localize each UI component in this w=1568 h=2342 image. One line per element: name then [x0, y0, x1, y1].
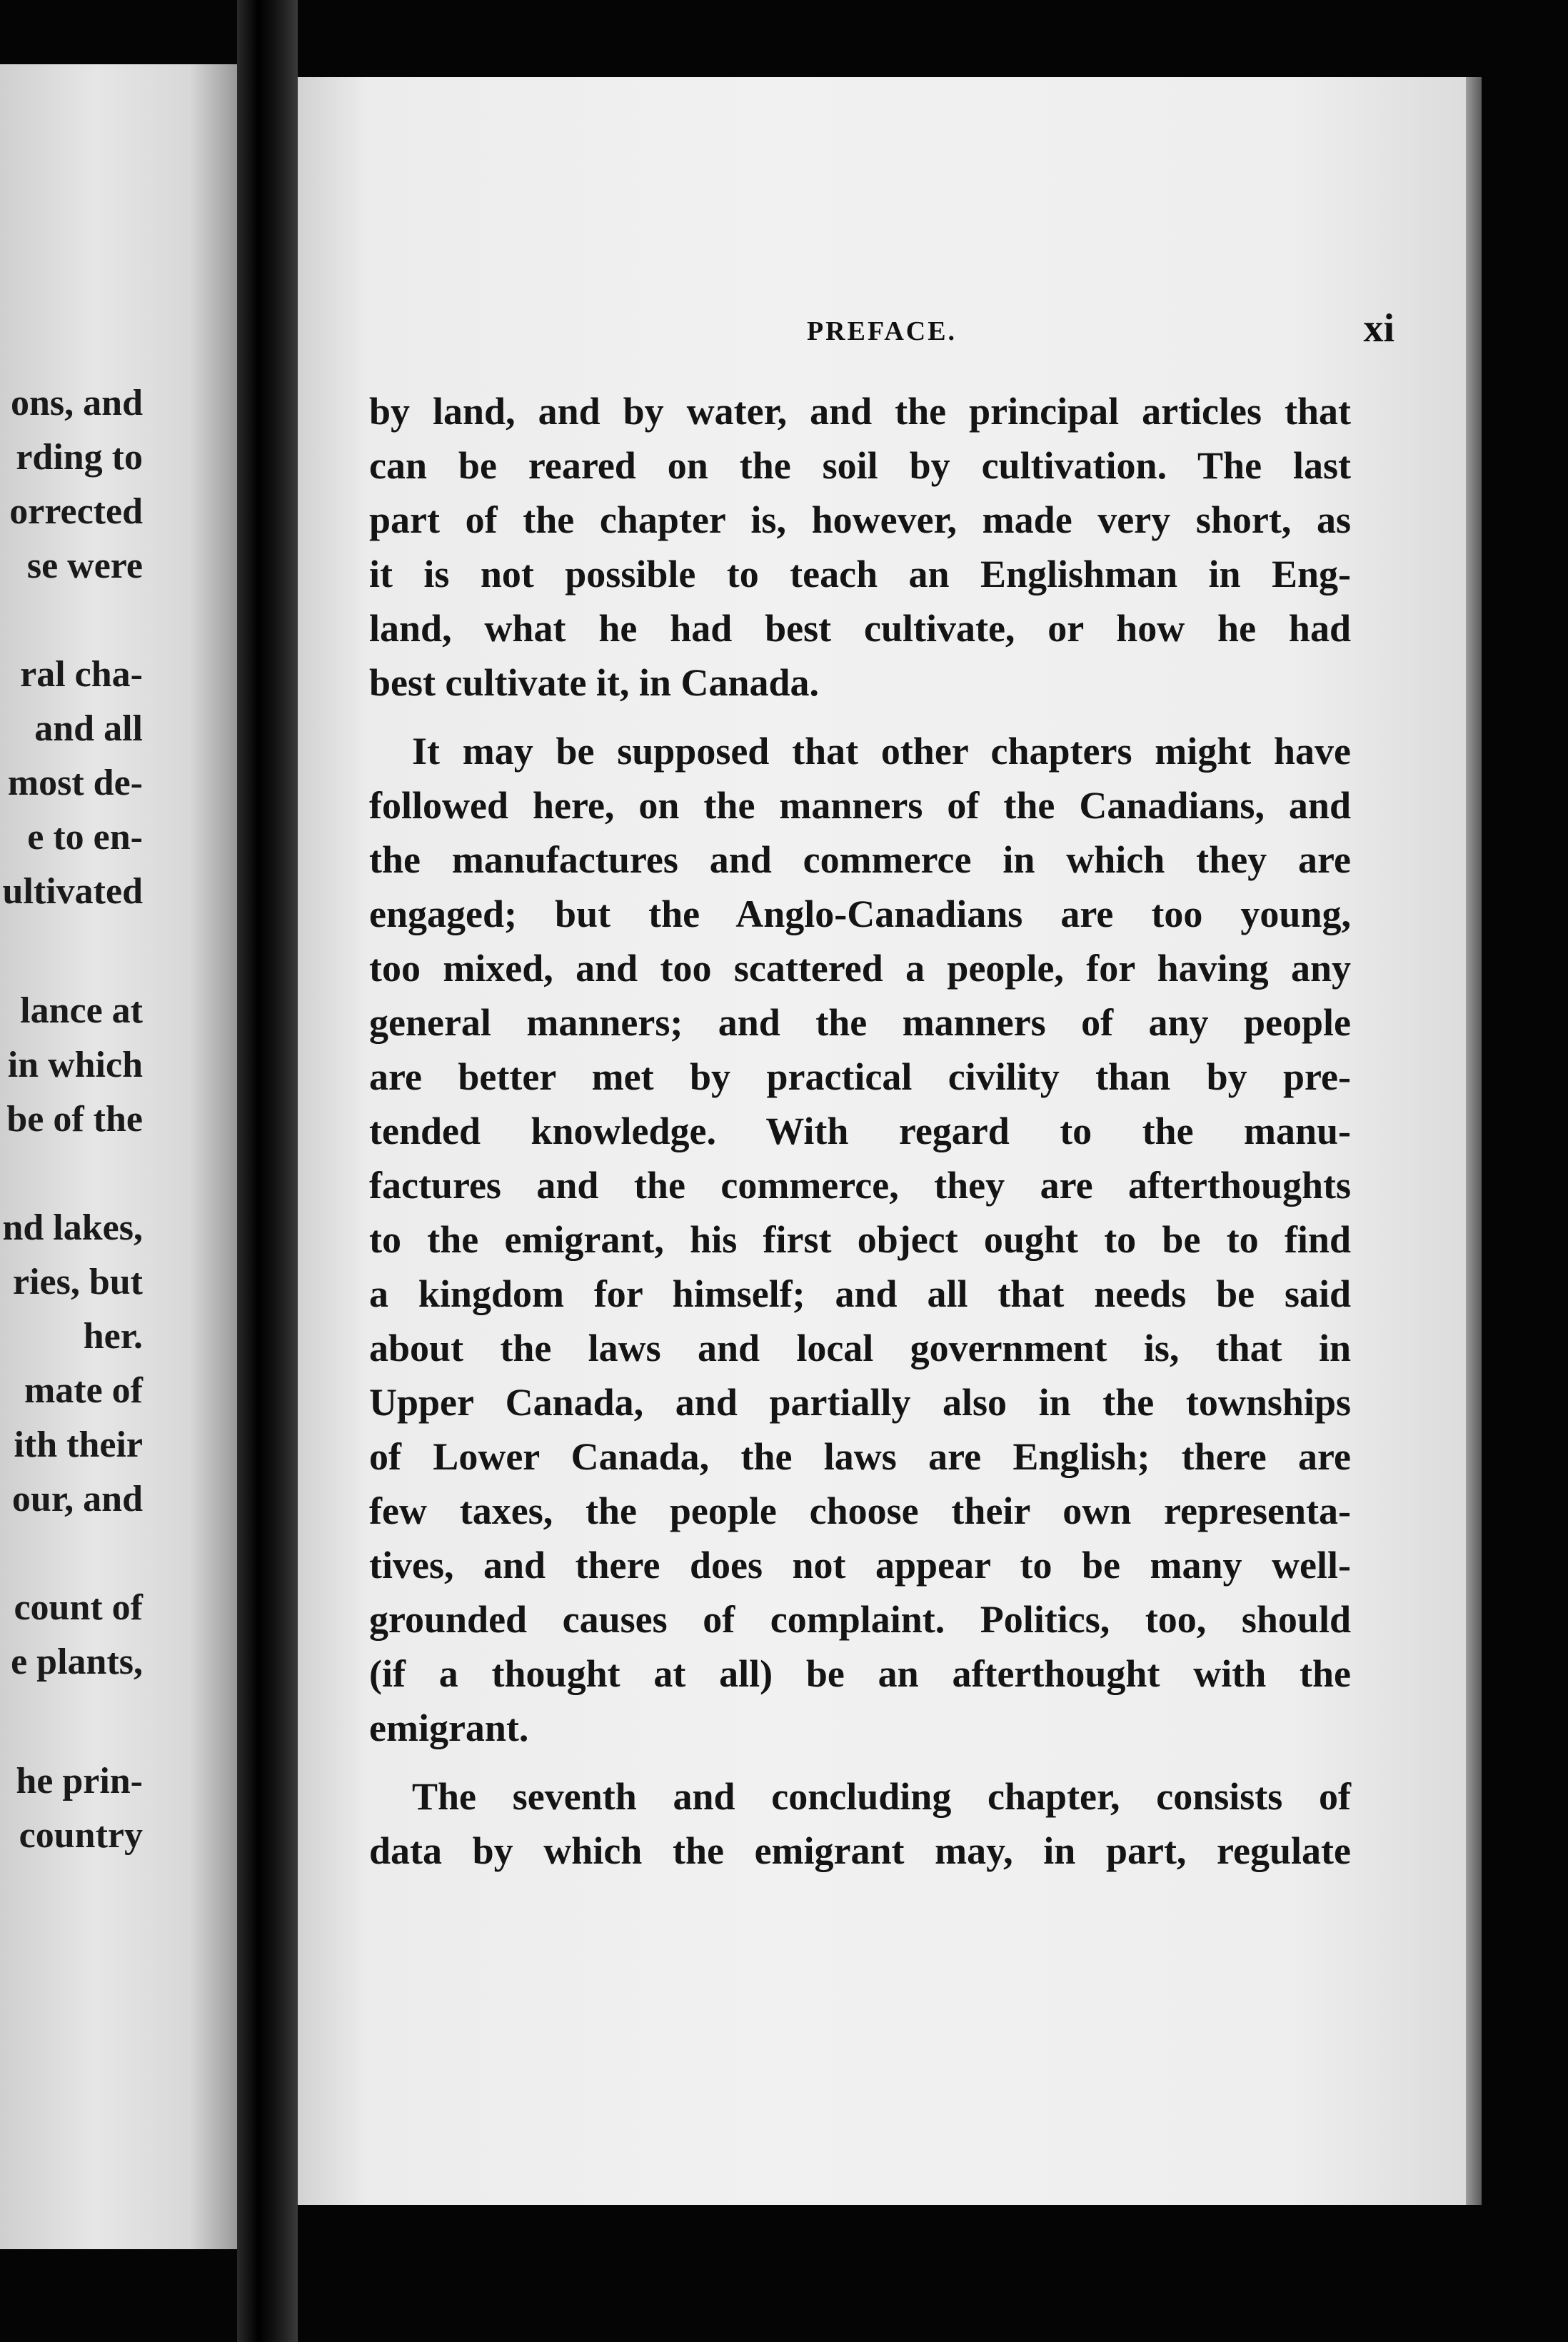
text-line: factures and the commerce, they are afterthoughts: [369, 1164, 1351, 1207]
left-page-line: he prin-: [16, 1761, 143, 1801]
left-page-line: rding to: [16, 437, 143, 478]
left-page-line: ons, and: [11, 383, 143, 423]
text-line: few taxes, the people choose their own representa-: [369, 1489, 1351, 1532]
text-line: too mixed, and too scattered a people, for having any: [369, 947, 1351, 990]
text-line: by land, and by water, and the principal articles that: [369, 390, 1351, 433]
text-line: The seventh and concluding chapter, consists of: [412, 1775, 1351, 1818]
left-page-line: most de-: [7, 763, 143, 803]
text-line: general manners; and the manners of any people: [369, 1001, 1351, 1044]
left-page-line: ries, but: [13, 1262, 143, 1302]
left-page-line: lance at: [20, 990, 143, 1031]
text-line: It may be supposed that other chapters might have: [412, 730, 1351, 773]
text-line: are better met by practical civility than by pre-: [369, 1055, 1351, 1098]
right-page: [298, 77, 1466, 2205]
paragraph: [369, 1769, 1351, 1878]
text-line: Upper Canada, and partially also in the townships: [369, 1381, 1351, 1424]
left-page-line: be of the: [6, 1099, 143, 1140]
left-page-line: ith their: [14, 1424, 143, 1465]
text-line: emigrant.: [369, 1707, 529, 1749]
text-line: to the emigrant, his first object ought to be to find: [369, 1218, 1351, 1261]
text-line: land, what he had best cultivate, or how he had: [369, 607, 1351, 650]
left-page-line: mate of: [24, 1370, 143, 1411]
text-line: it is not possible to teach an Englishman in Eng-: [369, 553, 1351, 595]
book-gutter: [237, 0, 298, 2342]
text-line: best cultivate it, in Canada.: [369, 661, 820, 704]
left-page-line: and all: [34, 708, 143, 749]
text-line: of Lower Canada, the laws are English; there are: [369, 1435, 1351, 1478]
text-line: followed here, on the manners of the Canadians, and: [369, 784, 1351, 827]
text-line: tended knowledge. With regard to the manu-: [369, 1110, 1351, 1152]
left-page-line: our, and: [11, 1479, 143, 1519]
text-line: part of the chapter is, however, made very short, as: [369, 498, 1351, 541]
left-page-line: ral cha-: [20, 654, 143, 695]
paragraph: [369, 384, 1351, 710]
left-page-line: orrected: [9, 491, 143, 532]
page-edge-shadow: [1466, 77, 1482, 2205]
left-page-line: count of: [14, 1587, 143, 1628]
left-page-line: country: [19, 1815, 143, 1856]
left-page-line: in which: [7, 1045, 143, 1085]
left-page-line: nd lakes,: [2, 1207, 143, 1248]
left-page-line: se were: [26, 546, 143, 586]
left-page-line: e to en-: [27, 817, 143, 858]
text-line: about the laws and local government is, that in: [369, 1327, 1351, 1369]
text-line: data by which the emigrant may, in part, regulate: [369, 1829, 1351, 1872]
text-line: engaged; but the Anglo-Canadians are too young,: [369, 893, 1351, 935]
left-page-line: ultivated: [2, 871, 143, 912]
text-line: the manufactures and commerce in which they are: [369, 838, 1351, 881]
text-line: tives, and there does not appear to be many well-: [369, 1544, 1351, 1587]
left-page-line: e plants,: [11, 1642, 143, 1682]
left-facing-page: [0, 64, 237, 2249]
text-line: (if a thought at all) be an afterthought with the: [369, 1652, 1351, 1695]
body-text: [369, 384, 1351, 1878]
paragraph: [369, 724, 1351, 1755]
running-head: PREFACE.: [806, 316, 958, 346]
text-line: grounded causes of complaint. Politics, too, should: [369, 1598, 1351, 1641]
text-line: can be reared on the soil by cultivation. The last: [369, 444, 1351, 487]
text-line: a kingdom for himself; and all that needs be said: [369, 1272, 1351, 1315]
page-number: xi: [1363, 306, 1394, 351]
left-page-line: her.: [83, 1316, 143, 1357]
